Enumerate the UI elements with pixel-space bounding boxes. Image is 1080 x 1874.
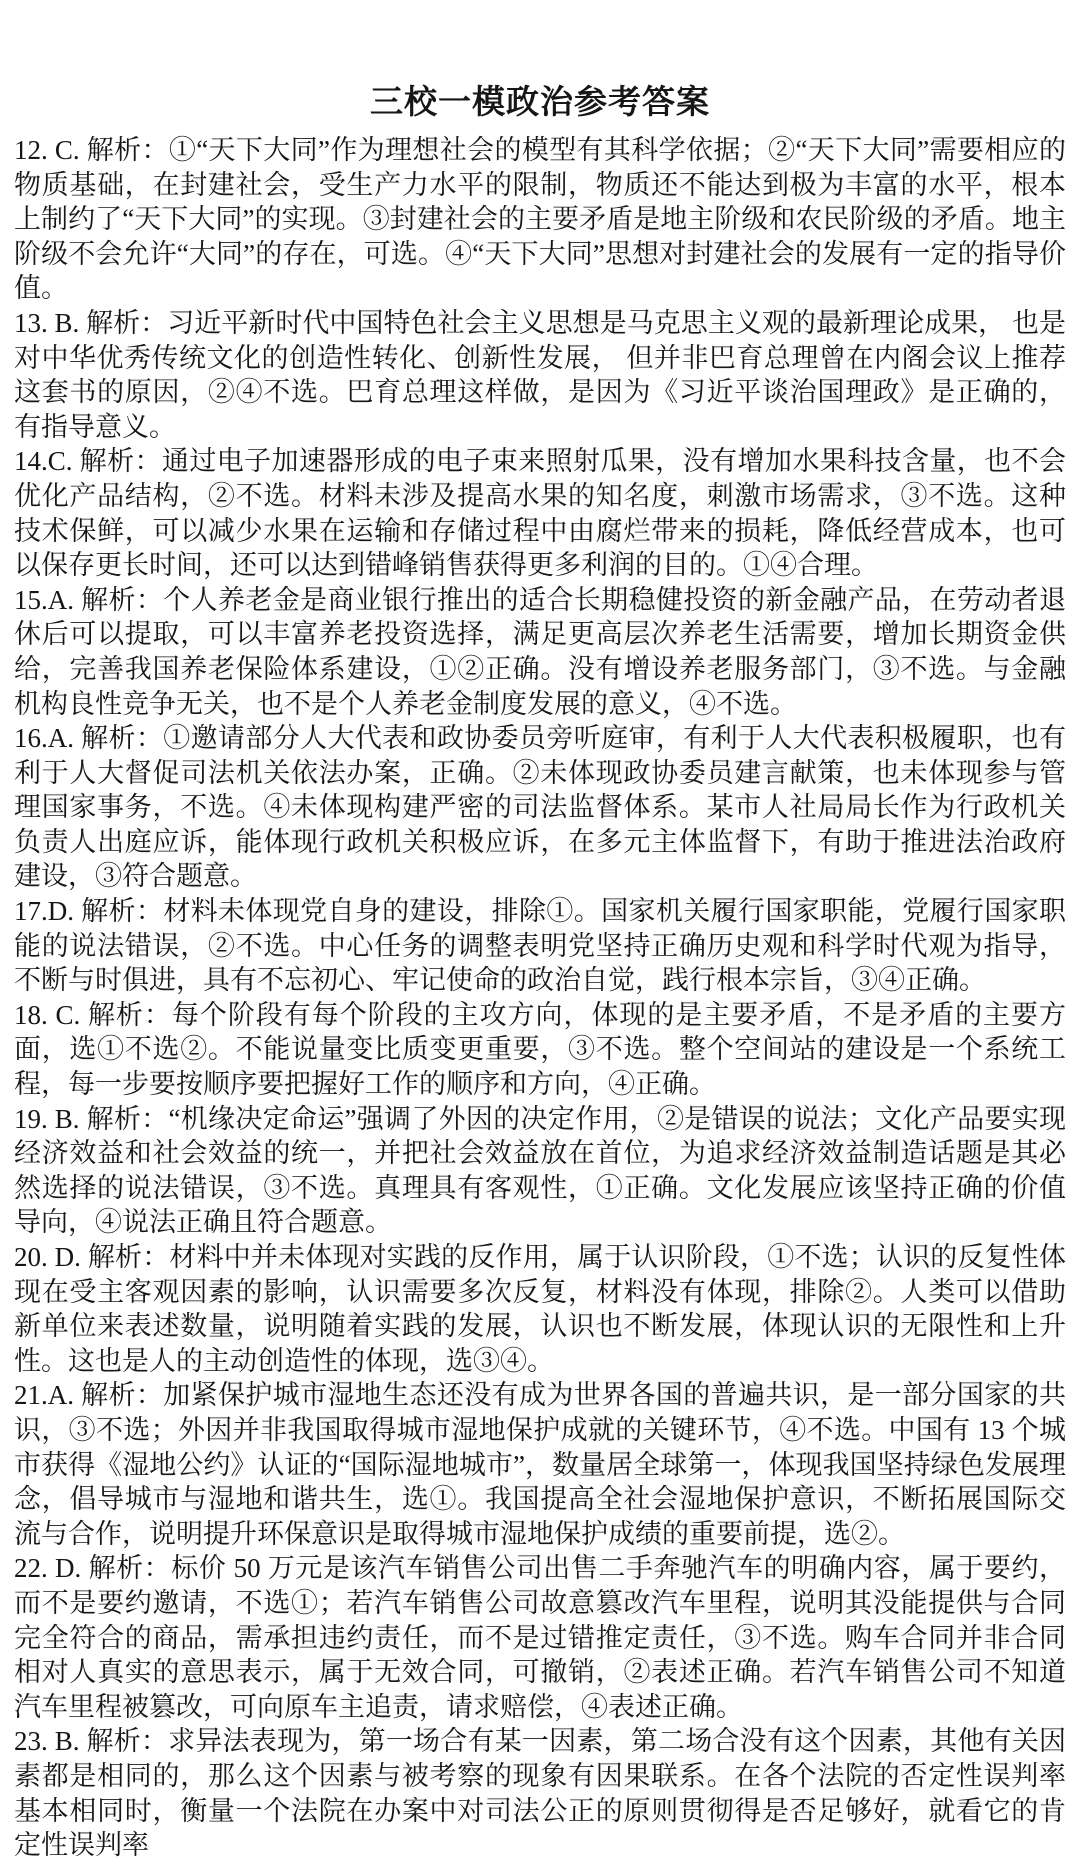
explanation-text: 材料中并未体现对实践的反作用，属于认识阶段，①不选；认识的反复性体现在受主客观因素的影响，认识需要多次反复，材料没有体现，排除②。人类可以借助新单位来表述数量，说明随着实践的发展，认识也不断发展，体现认识的无限性和上升性。这也是人的主动创造性的体现，选③④。 (14, 1242, 1067, 1376)
explanation-text: 求异法表现为，第一场合有某一因素，第二场合没有这个因素，其他有关因素都是相同的，那么这个因素与被考察的现象有因果联系。在各个法院的否定性误判率基本相同时，衡量一个法院在办案中对司法公正的原则贯彻得是否足够好，就看它的肯定性误判率 (14, 1726, 1067, 1861)
question-number-and-answer: 14.C. (14, 446, 80, 477)
question-number-and-answer: 17.D. (14, 896, 82, 927)
analysis-label: 解析： (81, 584, 164, 615)
analysis-label: 解析： (81, 1380, 164, 1411)
answer-item-20 (14, 1240, 1066, 1378)
answer-item-13 (14, 306, 1066, 444)
question-number-and-answer: 23. B. (14, 1726, 87, 1757)
explanation-text: 每个阶段有每个阶段的主攻方向，体现的是主要矛盾，不是矛盾的主要方面，选①不选②。不能说量变比质变更重要，③不选。整个空间站的建设是一个系统工程，每一步要按顺序要把握好工作的顺序和方向，④正确。 (14, 999, 1066, 1100)
question-number-and-answer: 21.A. (14, 1380, 82, 1411)
explanation-text: 个人养老金是商业银行推出的适合长期稳健投资的新金融产品，在劳动者退休后可以提取，可以丰富养老投资选择，满足更高层次养老生活需要，增加长期资金供给，完善我国养老保险体系建设，①②正确。没有增设养老服务部门，③不选。与金融机构良性竞争无关，也不是个人养老金制度发展的意义，④不选。 (14, 584, 1067, 719)
explanation-text: 材料未体现党自身的建设，排除①。国家机关履行国家职能，党履行国家职能的说法错误，②不选。中心任务的调整表明党坚持正确历史观和科学时代观为指导，不断与时俱进，具有不忘初心、牢记使命的政治自觉，践行根本宗旨，③④正确。 (14, 896, 1067, 996)
answer-item-17 (14, 894, 1066, 998)
question-number-and-answer: 19. B. (14, 1103, 87, 1134)
analysis-label: 解析： (88, 1553, 172, 1584)
explanation-text: 标价 50 万元是该汽车销售公司出售二手奔驰汽车的明确内容，属于要约，而不是要约邀请，不选①；若汽车销售公司故意篡改汽车里程，说明其没能提供与合同完全符合的商品，需承担违约责任，而不是过错推定责任，③不选。购车合同并非合同相对人真实的意思表示，属于无效合同，可撤销，②表述正确。若汽车销售公司不知道汽车里程被篡改，可向原车主追责，请求赔偿，④表述正确。 (14, 1553, 1067, 1722)
analysis-label: 解析： (86, 135, 169, 165)
page-title: 三校一模政治参考答案 (370, 85, 710, 121)
analysis-label: 解析： (79, 446, 162, 477)
explanation-text: 习近平新时代中国特色社会主义思想是马克思主义观的最新理论成果， 也是对中华优秀传统文化的创造性转化、创新性发展， 但并非巴育总理曾在内阁会议上推荐这套书的原因，②④不选。巴育总理这样做，是因为《习近平谈治国理政》是正确的，有指导意义。 (14, 307, 1067, 442)
explanation-text: ①邀请部分人大代表和政协委员旁听庭审，有利于人大代表积极履职，也有利于人大督促司法机关依法办案，正确。②未体现政协委员建言献策，也未体现参与管理国家事务，不选。④未体现构建严密的司法监督体系。某市人社局局长作为行政机关负责人出庭应诉，能体现行政机关积极应诉，在多元主体监督下，有助于推进法治政府建设，③符合题意。 (14, 723, 1067, 892)
answer-item-22 (14, 1551, 1066, 1724)
analysis-label: 解析： (81, 723, 164, 754)
answer-item-16 (14, 721, 1066, 894)
question-number-and-answer: 22. D. (14, 1553, 89, 1584)
explanation-text: 加紧保护城市湿地生态还没有成为世界各国的普遍共识，是一部分国家的共识，③不选；外因并非我国取得城市湿地保护成就的关键环节，④不选。中国有 13 个城市获得《湿地公约》认证的“国际湿地城市”，数量居全球第一，体现我国坚持绿色发展理念，倡导城市与湿地和谐共生，选①。我国提高全社会湿地保护意识，不断拓展国际交流与合作，说明提升环保意识是取得城市湿地保护成绩的重要前提，选②。 (14, 1380, 1067, 1549)
analysis-label: 解析： (87, 999, 172, 1030)
analysis-label: 解析： (86, 307, 168, 338)
explanation-text: ①“天下大同”作为理想社会的模型有其科学依据；②“天下大同”需要相应的物质基础，在封建社会，受生产力水平的限制，物质还不能达到极为丰富的水平，根本上制约了“天下大同”的实现。③封建社会的主要矛盾是地主阶级和农民阶级的矛盾。地主阶级不会允许“大同”的存在，可选。④“天下大同”思想对封建社会的发展有一定的指导价值。 (14, 135, 1067, 304)
answer-item-14 (14, 444, 1066, 582)
answer-item-12 (14, 133, 1066, 306)
question-number-and-answer: 15.A. (14, 584, 82, 615)
answer-item-15 (14, 583, 1066, 721)
answer-item-19 (14, 1102, 1066, 1240)
answer-item-23 (14, 1724, 1066, 1862)
answer-item-21 (14, 1378, 1066, 1551)
question-number-and-answer: 12. C. (14, 135, 87, 165)
analysis-label: 解析： (86, 1103, 169, 1134)
answer-item-18 (14, 998, 1066, 1102)
question-number-and-answer: 20. D. (14, 1242, 88, 1272)
analysis-label: 解析： (87, 1242, 170, 1272)
analysis-label: 解析： (81, 896, 164, 927)
explanation-text: 通过电子加速器形成的电子束来照射瓜果，没有增加水果科技含量，也不会优化产品结构，②不选。材料未涉及提高水果的知名度，刺激市场需求，③不选。这种技术保鲜，可以减少水果在运输和存储过程中由腐烂带来的损耗，降低经营成本，也可以保存更长时间，还可以达到错峰销售获得更多利润的目的。①④合理。 (14, 446, 1067, 581)
question-number-and-answer: 13. B. (14, 307, 87, 338)
explanation-text: “机缘决定命运”强调了外因的决定作用，②是错误的说法；文化产品要实现经济效益和社会效益的统一，并把社会效益放在首位，为追求经济效益制造话题是其必然选择的说法错误，③不选。真理具有客观性，①正确。文化发展应该坚持正确的价值导向，④说法正确且符合题意。 (14, 1103, 1067, 1238)
analysis-label: 解析： (86, 1726, 169, 1757)
question-number-and-answer: 18. C. (14, 999, 88, 1030)
question-number-and-answer: 16.A. (14, 723, 82, 754)
answers-list (14, 133, 1066, 1863)
